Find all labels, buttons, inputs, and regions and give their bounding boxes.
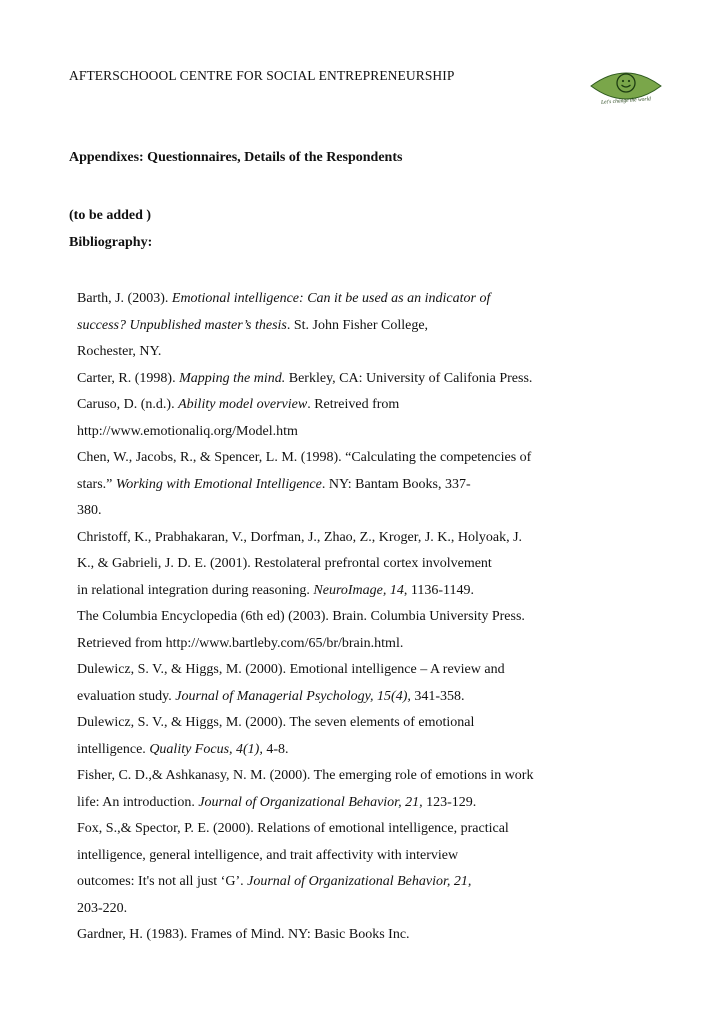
- text-segment: Carter, R. (1998).: [77, 370, 180, 386]
- text-segment: Caruso, D. (n.d.).: [77, 397, 179, 412]
- text-segment: Dulewicz, S. V., & Higgs, M. (2000). The seven elements of emotional: [77, 715, 475, 730]
- text-segment: , 1136-1149.: [403, 582, 474, 598]
- to-be-added-note: (to be added ): [69, 208, 152, 223]
- italic-text: Journal of Managerial Psychology, 15(4),: [175, 688, 411, 704]
- text-segment: Dulewicz, S. V., & Higgs, M. (2000). Emotional intelligence – A review and: [77, 662, 505, 677]
- bibliography-line: [77, 714, 533, 741]
- bibliography-line: [77, 529, 533, 556]
- text-segment: The Columbia Encyclopedia (6th ed) (2003). Brain. Columbia University Press.: [77, 609, 525, 624]
- bibliography-line: [77, 396, 533, 423]
- text-segment: Barth, J. (2003).: [77, 291, 172, 306]
- bibliography-line: [77, 370, 533, 397]
- text-segment: Fisher, C. D.,& Ashkanasy, N. M. (2000). The emerging role of emotions in work: [77, 768, 534, 783]
- bibliography-line: [77, 847, 533, 874]
- page-header-title: AFTERSCHOOOL CENTRE FOR SOCIAL ENTREPRENEURSHIP: [69, 68, 455, 83]
- bibliography-line: [77, 317, 533, 344]
- italic-text: Quality Focus, 4(1),: [149, 741, 263, 757]
- text-segment: in relational integration during reasoning.: [77, 582, 314, 598]
- bibliography-line: [77, 688, 533, 715]
- appendixes-heading: Appendixes: Questionnaires, Details of the Respondents: [69, 150, 403, 165]
- text-segment: . St. John Fisher College,: [286, 317, 429, 333]
- text-segment: life: An introduction.: [77, 794, 199, 810]
- text-segment: Christoff, K., Prabhakaran, V., Dorfman, J., Zhao, Z., Kroger, J. K., Holyoak, J.: [77, 529, 523, 545]
- bibliography-line: [77, 290, 533, 317]
- text-segment: Gardner, H. (1983). Frames of Mind. NY: Basic Books Inc.: [77, 927, 410, 942]
- bibliography-line: [77, 926, 533, 953]
- text-segment: Rochester, NY.: [77, 344, 162, 359]
- text-segment: 203-220.: [77, 900, 128, 916]
- bibliography-list: [77, 290, 533, 953]
- text-segment: stars.”: [77, 476, 116, 492]
- bibliography-heading: Bibliography:: [69, 235, 153, 250]
- italic-text: NeuroImage, 14: [313, 582, 404, 598]
- bibliography-line: [77, 343, 533, 370]
- text-segment: 4-8.: [262, 741, 289, 757]
- text-segment: outcomes: It's not all just ‘G’.: [77, 874, 248, 889]
- italic-text: Ability model overview: [178, 397, 308, 412]
- bibliography-line: [77, 661, 533, 688]
- bibliography-line: [77, 635, 533, 662]
- bibliography-line: [77, 794, 533, 821]
- text-segment: 380.: [77, 503, 102, 518]
- text-segment: Retrieved from http://www.bartleby.com/65/br/brain.html.: [77, 635, 404, 651]
- text-segment: intelligence.: [77, 741, 150, 757]
- bibliography-line: [77, 820, 533, 847]
- text-segment: 123-129.: [422, 794, 477, 810]
- smiley-eye-logo-icon: [588, 66, 664, 106]
- bibliography-line: [77, 608, 533, 635]
- text-segment: Fox, S.,& Spector, P. E. (2000). Relations of emotional intelligence, practical: [77, 821, 509, 836]
- text-segment: http://www.emotionaliq.org/Model.htm: [77, 423, 298, 439]
- bibliography-line: [77, 476, 533, 503]
- logo-tagline: Let's change the world: [600, 96, 652, 106]
- text-segment: 341-358.: [410, 688, 465, 704]
- italic-text: Journal of Organizational Behavior, 21,: [247, 874, 472, 889]
- italic-text: Journal of Organizational Behavior, 21,: [198, 794, 423, 810]
- text-segment: . NY: Bantam Books, 337-: [321, 476, 471, 492]
- text-segment: Chen, W., Jacobs, R., & Spencer, L. M. (1998). “Calculating the competencies of: [77, 450, 532, 465]
- text-segment: Berkley, CA: University of Califonia Press.: [285, 370, 533, 386]
- text-segment: evaluation study.: [77, 688, 176, 704]
- bibliography-line: [77, 555, 533, 582]
- bibliography-line: [77, 900, 533, 927]
- italic-text: Working with Emotional Intelligence: [115, 476, 322, 492]
- bibliography-line: [77, 502, 533, 529]
- bibliography-line: [77, 449, 533, 476]
- text-segment: intelligence, general intelligence, and trait affectivity with interview: [77, 847, 459, 863]
- bibliography-line: [77, 873, 533, 900]
- text-segment: . Retreived from: [307, 397, 400, 412]
- text-segment: K., & Gabrieli, J. D. E. (2001). Restolateral prefrontal cortex involvement: [77, 556, 492, 571]
- italic-text: Emotional intelligence: Can it be used as an indicator of: [171, 291, 491, 306]
- bibliography-line: [77, 423, 533, 450]
- bibliography-line: [77, 582, 533, 609]
- bibliography-line: [77, 767, 533, 794]
- italic-text: success? Unpublished master’s thesis: [77, 317, 287, 333]
- bibliography-line: [77, 741, 533, 768]
- italic-text: Mapping the mind.: [179, 370, 286, 386]
